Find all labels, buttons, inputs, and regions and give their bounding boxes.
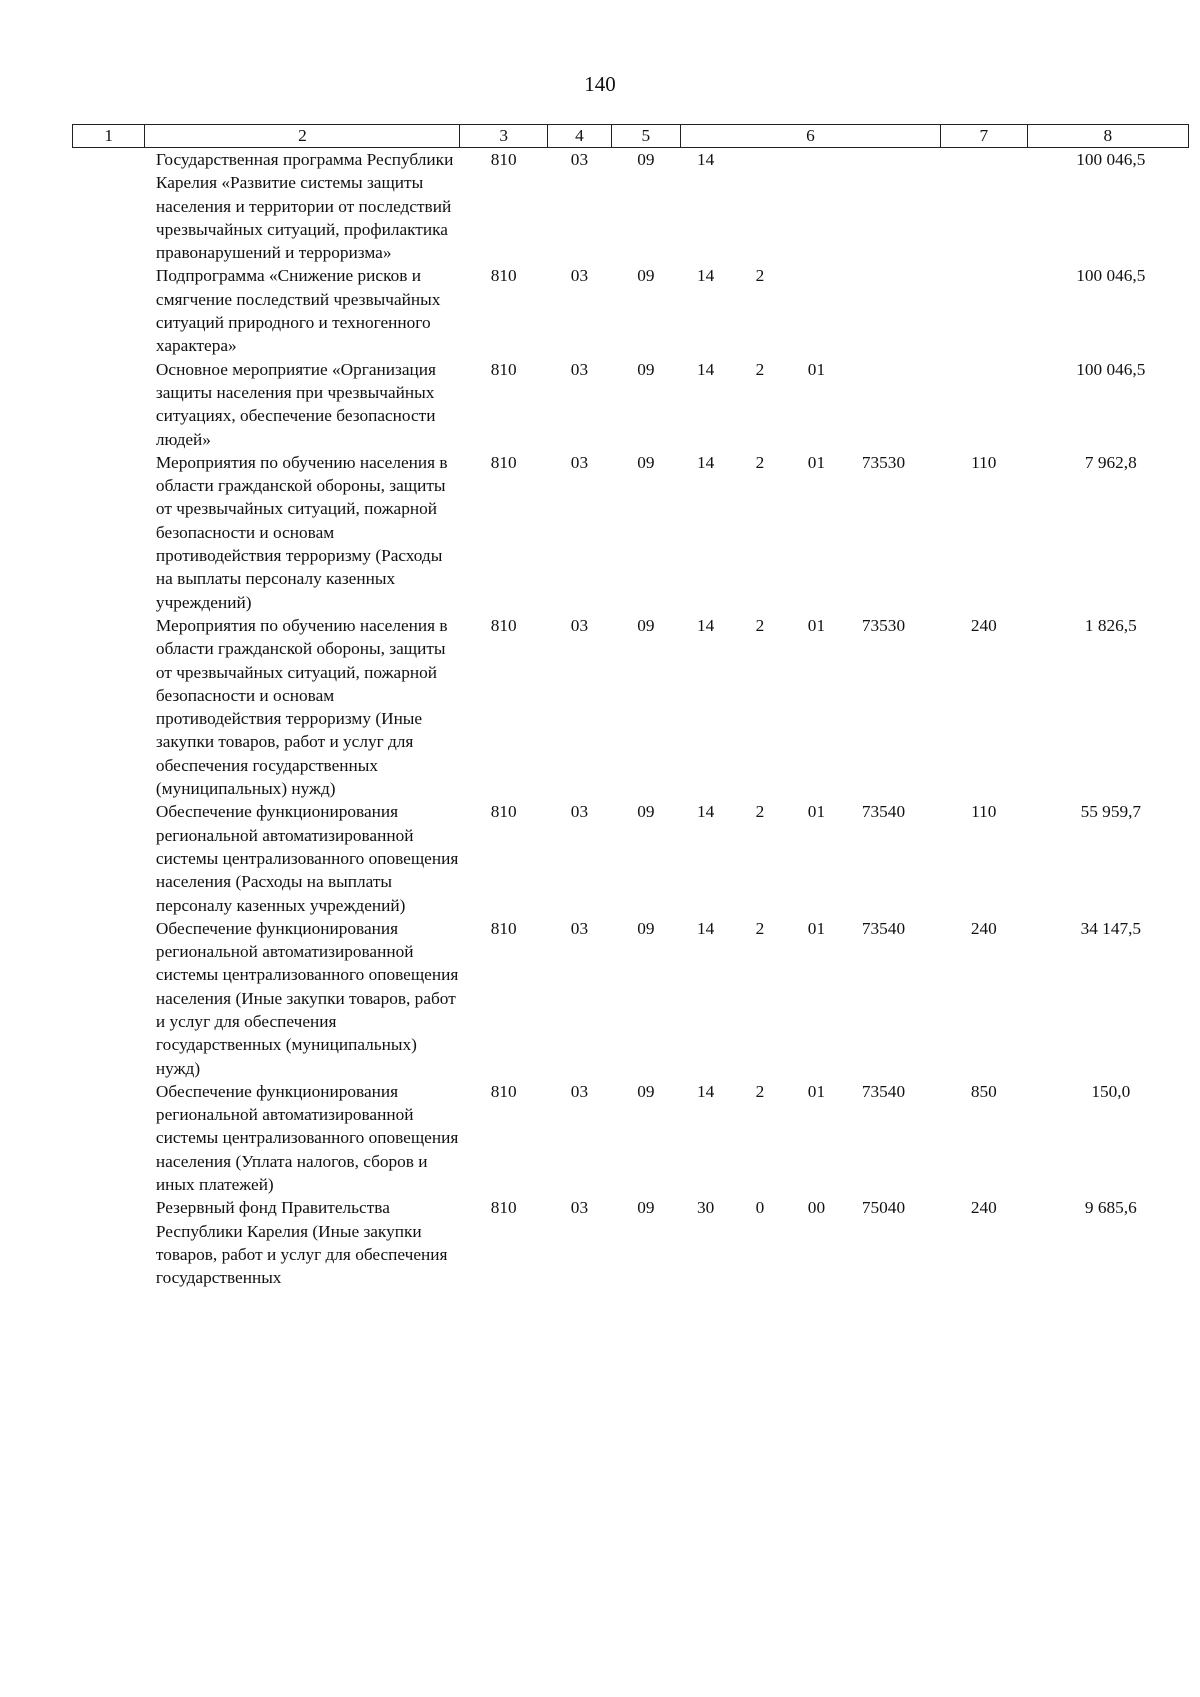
cell-description: Обеспечение функционирования региональной автоматизированной системы централизованного оповещения населения (Расходы на выплаты персоналу казенных учреждений)	[155, 802, 459, 915]
cell-subprogram-code: 2	[755, 802, 765, 822]
cell-activity-code: 01	[807, 802, 826, 822]
table-row	[73, 148, 1189, 265]
cell-subprogram-code: 2	[755, 266, 765, 286]
cell-chapter: 810	[490, 359, 517, 379]
table-row	[73, 264, 1189, 357]
cell-description: Основное мероприятие «Организация защиты населения при чрезвычайных ситуациях, обеспечение безопасности людей»	[155, 359, 436, 449]
cell-col-1	[73, 1196, 145, 1289]
cell-program-code: 14	[696, 150, 715, 169]
cell-amount: 100 046,5	[1076, 150, 1146, 169]
cell-expense-type	[940, 264, 1027, 357]
cell-amount: 1 826,5	[1084, 615, 1137, 635]
table-header	[73, 125, 1189, 148]
cell-subsection: 09	[637, 452, 655, 472]
cell-section: 03	[570, 150, 589, 169]
cell-col-1	[73, 800, 145, 916]
cell-subsection: 09	[637, 1198, 655, 1218]
cell-expense-type: 110	[971, 802, 997, 822]
cell-description: Мероприятия по обучению населения в области гражданской обороны, защиты от чрезвычайных ситуаций, пожарной безопасности и основам противодействия терроризму (Иные закупки товаров, работ и услуг для обеспечения государственных (муниципальных) нужд)	[155, 615, 448, 799]
cell-program-code: 14	[696, 918, 715, 938]
cell-section: 03	[570, 266, 589, 286]
cell-subsection: 09	[637, 615, 655, 635]
table-row	[73, 1196, 1189, 1289]
cell-amount: 34 147,5	[1080, 918, 1142, 938]
cell-description: Подпрограмма «Снижение рисков и смягчение последствий чрезвычайных ситуаций природного и техногенного характера»	[155, 266, 441, 356]
cell-activity-code	[789, 148, 844, 265]
cell-program-code: 14	[696, 1081, 715, 1101]
cell-subsection: 09	[637, 802, 655, 822]
header-col-6: 6	[680, 125, 940, 148]
cell-col-1	[73, 451, 145, 614]
cell-expense-direction-code	[844, 264, 941, 357]
cell-subsection: 09	[637, 266, 655, 286]
cell-col-1	[73, 917, 145, 1080]
cell-activity-code: 01	[807, 452, 826, 472]
cell-subsection: 09	[637, 150, 655, 169]
cell-expense-direction-code	[844, 358, 941, 451]
cell-subprogram-code: 2	[755, 615, 765, 635]
cell-subsection: 09	[637, 359, 655, 379]
cell-program-code: 14	[696, 802, 715, 822]
cell-chapter: 810	[490, 266, 517, 286]
table-row	[73, 917, 1189, 1080]
cell-activity-code: 01	[807, 359, 826, 379]
cell-section: 03	[570, 1081, 589, 1101]
cell-expense-type	[940, 148, 1027, 265]
cell-chapter: 810	[490, 918, 517, 938]
header-col-5: 5	[611, 125, 680, 148]
cell-expense-type	[940, 358, 1027, 451]
cell-activity-code: 01	[807, 1081, 826, 1101]
header-col-2: 2	[145, 125, 460, 148]
cell-activity-code: 01	[807, 918, 826, 938]
cell-expense-type: 240	[970, 918, 997, 938]
cell-col-1	[73, 1080, 145, 1196]
cell-expense-direction-code: 73540	[861, 918, 906, 938]
cell-expense-direction-code: 73530	[861, 452, 906, 472]
cell-subprogram-code: 2	[755, 452, 765, 472]
header-col-1: 1	[73, 125, 145, 148]
cell-description: Обеспечение функционирования региональной автоматизированной системы централизованного оповещения населения (Иные закупки товаров, работ и услуг для обеспечения государственных (муниципальных) нужд)	[155, 918, 459, 1078]
cell-section: 03	[570, 615, 589, 635]
cell-amount: 150,0	[1091, 1081, 1131, 1101]
cell-program-code: 14	[696, 266, 715, 286]
cell-col-1	[73, 148, 145, 265]
page-number: 140	[584, 72, 616, 96]
table-row	[73, 800, 1189, 916]
table-row	[73, 358, 1189, 451]
cell-chapter: 810	[490, 802, 517, 822]
table-row	[73, 451, 1189, 614]
cell-activity-code: 00	[807, 1198, 826, 1218]
cell-col-1	[73, 358, 145, 451]
cell-col-1	[73, 614, 145, 800]
cell-expense-type: 850	[970, 1081, 997, 1101]
cell-chapter: 810	[490, 1081, 517, 1101]
cell-subprogram-code: 0	[755, 1198, 765, 1218]
cell-subprogram-code: 2	[755, 1081, 765, 1101]
cell-expense-type: 240	[970, 1198, 997, 1218]
cell-chapter: 810	[490, 615, 517, 635]
cell-program-code: 30	[696, 1198, 715, 1218]
cell-subprogram-code: 2	[755, 918, 765, 938]
cell-subsection: 09	[637, 918, 655, 938]
cell-subsection: 09	[637, 1081, 655, 1101]
header-col-8: 8	[1027, 125, 1188, 148]
cell-amount: 7 962,8	[1084, 452, 1137, 472]
cell-chapter: 810	[490, 452, 517, 472]
table-row	[73, 614, 1189, 800]
cell-program-code: 14	[696, 615, 715, 635]
cell-program-code: 14	[696, 359, 715, 379]
cell-section: 03	[570, 452, 589, 472]
cell-amount: 9 685,6	[1084, 1198, 1137, 1218]
cell-expense-direction-code: 75040	[861, 1198, 906, 1218]
header-col-7: 7	[940, 125, 1027, 148]
cell-expense-direction-code: 73540	[861, 1081, 906, 1101]
cell-program-code: 14	[696, 452, 715, 472]
budget-table	[72, 124, 1189, 1290]
table-row	[73, 1080, 1189, 1196]
cell-amount: 55 959,7	[1080, 802, 1142, 822]
header-col-3: 3	[460, 125, 548, 148]
cell-col-1	[73, 264, 145, 357]
cell-section: 03	[570, 802, 589, 822]
cell-section: 03	[570, 359, 589, 379]
cell-description: Резервный фонд Правительства Республики Карелия (Иные закупки товаров, работ и услуг для обеспечения государственных	[155, 1198, 448, 1288]
cell-amount: 100 046,5	[1076, 266, 1146, 286]
cell-chapter: 810	[490, 150, 517, 169]
cell-expense-direction-code: 73530	[861, 615, 906, 635]
table-body	[73, 148, 1189, 1290]
cell-chapter: 810	[490, 1198, 517, 1218]
cell-activity-code: 01	[807, 615, 826, 635]
cell-expense-direction-code	[844, 148, 941, 265]
header-row	[73, 125, 1189, 148]
cell-expense-type: 240	[970, 615, 997, 635]
cell-expense-type: 110	[971, 452, 997, 472]
cell-description: Государственная программа Республики Карелия «Развитие системы защиты населения и территории от последствий чрезвычайных ситуаций, профилактика правонарушений и терроризма»	[155, 150, 454, 263]
cell-section: 03	[570, 918, 589, 938]
header-col-4: 4	[548, 125, 612, 148]
cell-description: Обеспечение функционирования региональной автоматизированной системы централизованного оповещения населения (Уплата налогов, сборов и иных платежей)	[155, 1081, 459, 1195]
cell-subprogram-code	[731, 148, 789, 265]
cell-description: Мероприятия по обучению населения в области гражданской обороны, защиты от чрезвычайных ситуаций, пожарной безопасности и основам противодействия терроризму (Расходы на выплаты персоналу казенных учреждений)	[155, 452, 448, 612]
cell-section: 03	[570, 1198, 589, 1218]
cell-subprogram-code: 2	[755, 359, 765, 379]
cell-activity-code	[789, 264, 844, 357]
cell-amount: 100 046,5	[1076, 359, 1146, 379]
cell-expense-direction-code: 73540	[861, 802, 906, 822]
